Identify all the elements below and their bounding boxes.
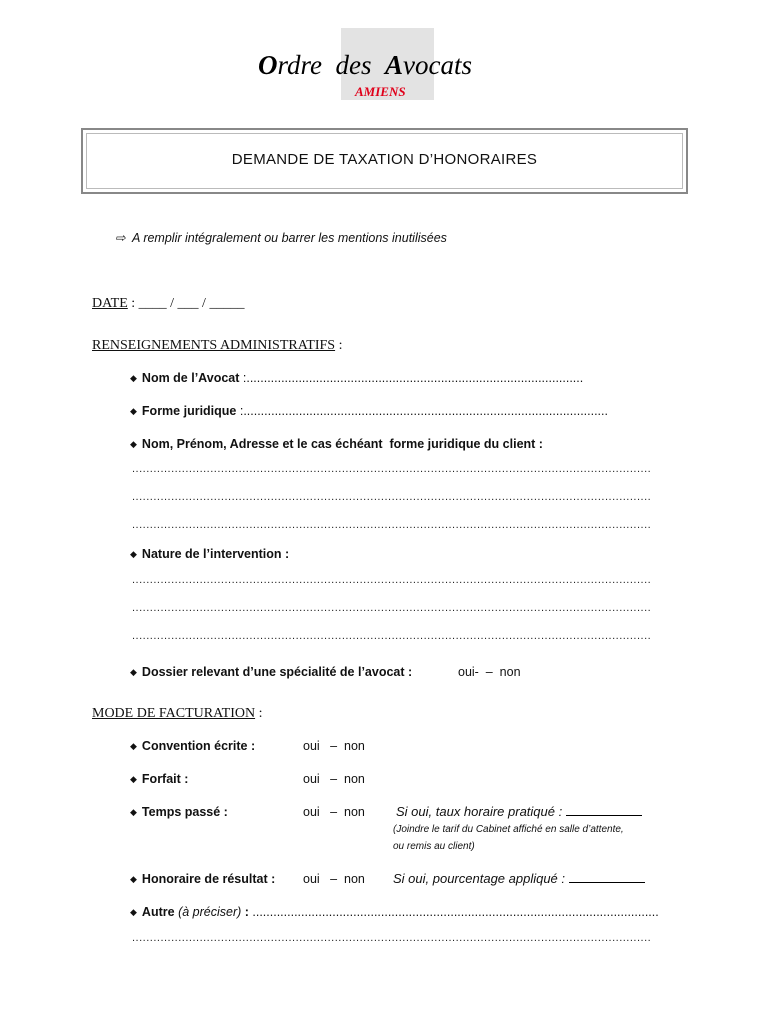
section-admin-heading: RENSEIGNEMENTS ADMINISTRATIFS :	[92, 338, 343, 353]
dotted-line: ..................................................................................................................................................	[132, 491, 652, 503]
bullet-icon: ◆	[130, 439, 137, 449]
taux-horaire-note: Si oui, taux horaire pratiqué :	[396, 804, 642, 819]
page-title: DEMANDE DE TAXATION D’HONORAIRES	[231, 151, 538, 168]
dotted-line: ..................................................................................................................................................	[132, 932, 652, 944]
field-specialite: ◆ Dossier relevant d’une spécialité de l’avocat :	[130, 665, 413, 679]
date-value: ____ / ___ / _____	[138, 296, 245, 311]
field-autre: ◆ Autre (à préciser) : .....................................................................................................................	[130, 905, 659, 919]
date-label: DATE	[92, 296, 128, 311]
bullet-icon: ◆	[130, 874, 137, 884]
bullet-icon: ◆	[130, 741, 137, 751]
field-client: ◆ Nom, Prénom, Adresse et le cas échéant forme juridique du client :	[130, 437, 543, 451]
dotted-line: ..................................................................................................................................................	[132, 630, 652, 642]
dotted-line: ..................................................................................................................................................	[132, 602, 652, 614]
tarif-note-line2: ou remis au client)	[393, 841, 475, 852]
field-convention: ◆ Convention écrite :	[130, 739, 256, 753]
logo-subtitle: AMIENS	[355, 84, 406, 99]
bullet-icon: ◆	[130, 807, 137, 817]
bullet-icon: ◆	[130, 774, 137, 784]
bullet-icon: ◆	[130, 406, 137, 416]
dotted-line: ..................................................................................................................................................	[132, 574, 652, 586]
bullet-icon: ◆	[130, 907, 137, 917]
convention-value: oui – non	[303, 739, 365, 753]
field-temps-passe: ◆ Temps passé :	[130, 805, 228, 819]
date-field: DATE : ____ / ___ / _____	[92, 296, 245, 311]
pourcentage-note: Si oui, pourcentage appliqué :	[393, 871, 645, 886]
bullet-icon: ◆	[130, 373, 137, 383]
dotted-line: ..................................................................................................................................................	[132, 463, 652, 475]
field-honoraire-resultat: ◆ Honoraire de résultat :	[130, 872, 276, 886]
forfait-value: oui – non	[303, 772, 365, 786]
instruction-text: A remplir intégralement ou barrer les mentions inutilisées	[131, 231, 447, 245]
dotted-line: ..................................................................................................................................................	[132, 519, 652, 531]
field-nom-avocat: ◆ Nom de l’Avocat :.................................................................................................	[130, 371, 584, 385]
tarif-note-line1: (Joindre le tarif du Cabinet affiché en salle d’attente,	[393, 824, 624, 835]
temps-passe-value: oui – non	[303, 805, 365, 819]
specialite-value: oui- – non	[458, 665, 521, 679]
bullet-icon: ◆	[130, 667, 137, 677]
bullet-icon: ◆	[130, 549, 137, 559]
field-forme-juridique: ◆ Forme juridique :.........................................................................................................	[130, 404, 608, 418]
instruction-note	[115, 230, 447, 245]
field-nature-intervention: ◆ Nature de l’intervention :	[130, 547, 290, 561]
resultat-value: oui – non	[303, 872, 365, 886]
field-forfait: ◆ Forfait :	[130, 772, 189, 786]
arrow-right-outline-icon: ⇨	[115, 231, 126, 245]
section-facturation-heading: MODE DE FACTURATION :	[92, 706, 263, 721]
logo-title: Ordre des Avocats	[258, 50, 472, 80]
